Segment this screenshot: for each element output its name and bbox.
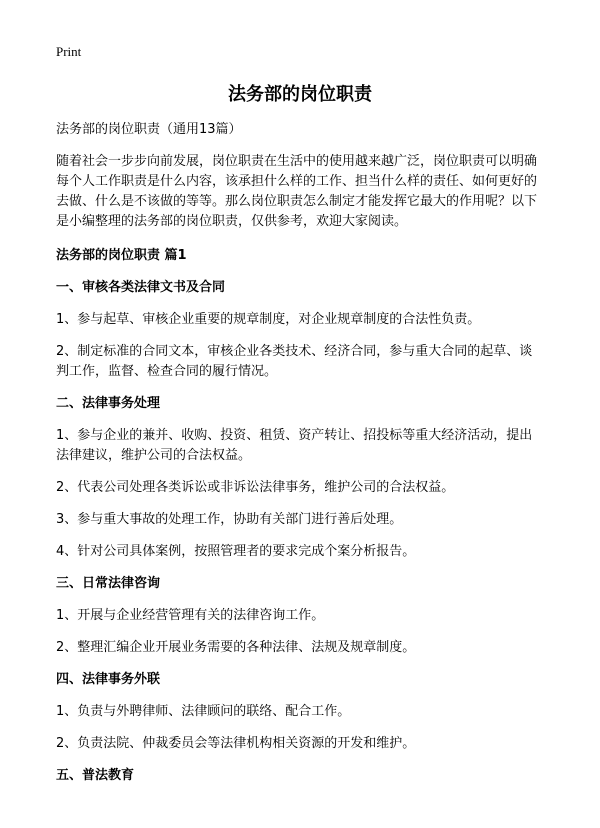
list-item: 2、负责法院、仲裁委员会等法律机构相关资源的开发和维护。 — [56, 736, 416, 751]
list-item: 1、参与企业的兼并、收购、投资、租赁、资产转让、招投标等重大经济活动，提出法律建议，维护公司的合法权益。 — [56, 428, 533, 463]
list-item: 4、针对公司具体案例，按照管理者的要求完成个案分析报告。 — [56, 544, 416, 559]
section-3 — [56, 574, 544, 658]
section-5 — [56, 766, 544, 786]
document-subtitle: 法务部的岗位职责（通用13篇） — [56, 122, 242, 137]
section-heading: 四、法律事务外联 — [56, 672, 161, 687]
section-heading: 二、法律事务处理 — [56, 396, 161, 411]
section-heading: 一、审核各类法律文书及合同 — [56, 280, 226, 295]
section-4 — [56, 670, 544, 754]
list-item: 1、参与起草、审核企业重要的规章制度，对企业规章制度的合法性负责。 — [56, 312, 481, 327]
list-item: 3、参与重大事故的处理工作，协助有关部门进行善后处理。 — [56, 512, 403, 527]
section-1 — [56, 278, 544, 382]
document-body — [56, 120, 544, 798]
section-2 — [56, 394, 544, 562]
list-item: 2、代表公司处理各类诉讼或非诉讼法律事务，维护公司的合法权益。 — [56, 480, 455, 495]
page-title: 法务部的岗位职责 — [228, 84, 372, 105]
print-link[interactable]: Print — [56, 44, 82, 59]
list-item: 1、开展与企业经营管理有关的法律咨询工作。 — [56, 608, 325, 623]
intro-paragraph: 随着社会一步步向前发展，岗位职责在生活中的使用越来越广泛，岗位职责可以明确每个人工作职责是什么内容，该承担什么样的工作、担当什么样的责任、如何更好的去做、什么是不该做的等等。那么岗位职责怎么制定才能发挥它最大的作用呢？以下是小编整理的法务部的岗位职责，仅供参考，欢迎大家阅读。 — [56, 154, 538, 229]
part-heading: 法务部的岗位职责 篇1 — [56, 248, 187, 263]
list-item: 2、制定标准的合同文本，审核企业各类技术、经济合同，参与重大合同的起草、谈判工作，监督、检查合同的履行情况。 — [56, 344, 533, 379]
list-item: 2、整理汇编企业开展业务需要的各种法律、法规及规章制度。 — [56, 640, 416, 655]
list-item: 1、负责与外聘律师、法律顾问的联络、配合工作。 — [56, 704, 351, 719]
section-heading: 五、普法教育 — [56, 768, 135, 783]
section-heading: 三、日常法律咨询 — [56, 576, 161, 591]
